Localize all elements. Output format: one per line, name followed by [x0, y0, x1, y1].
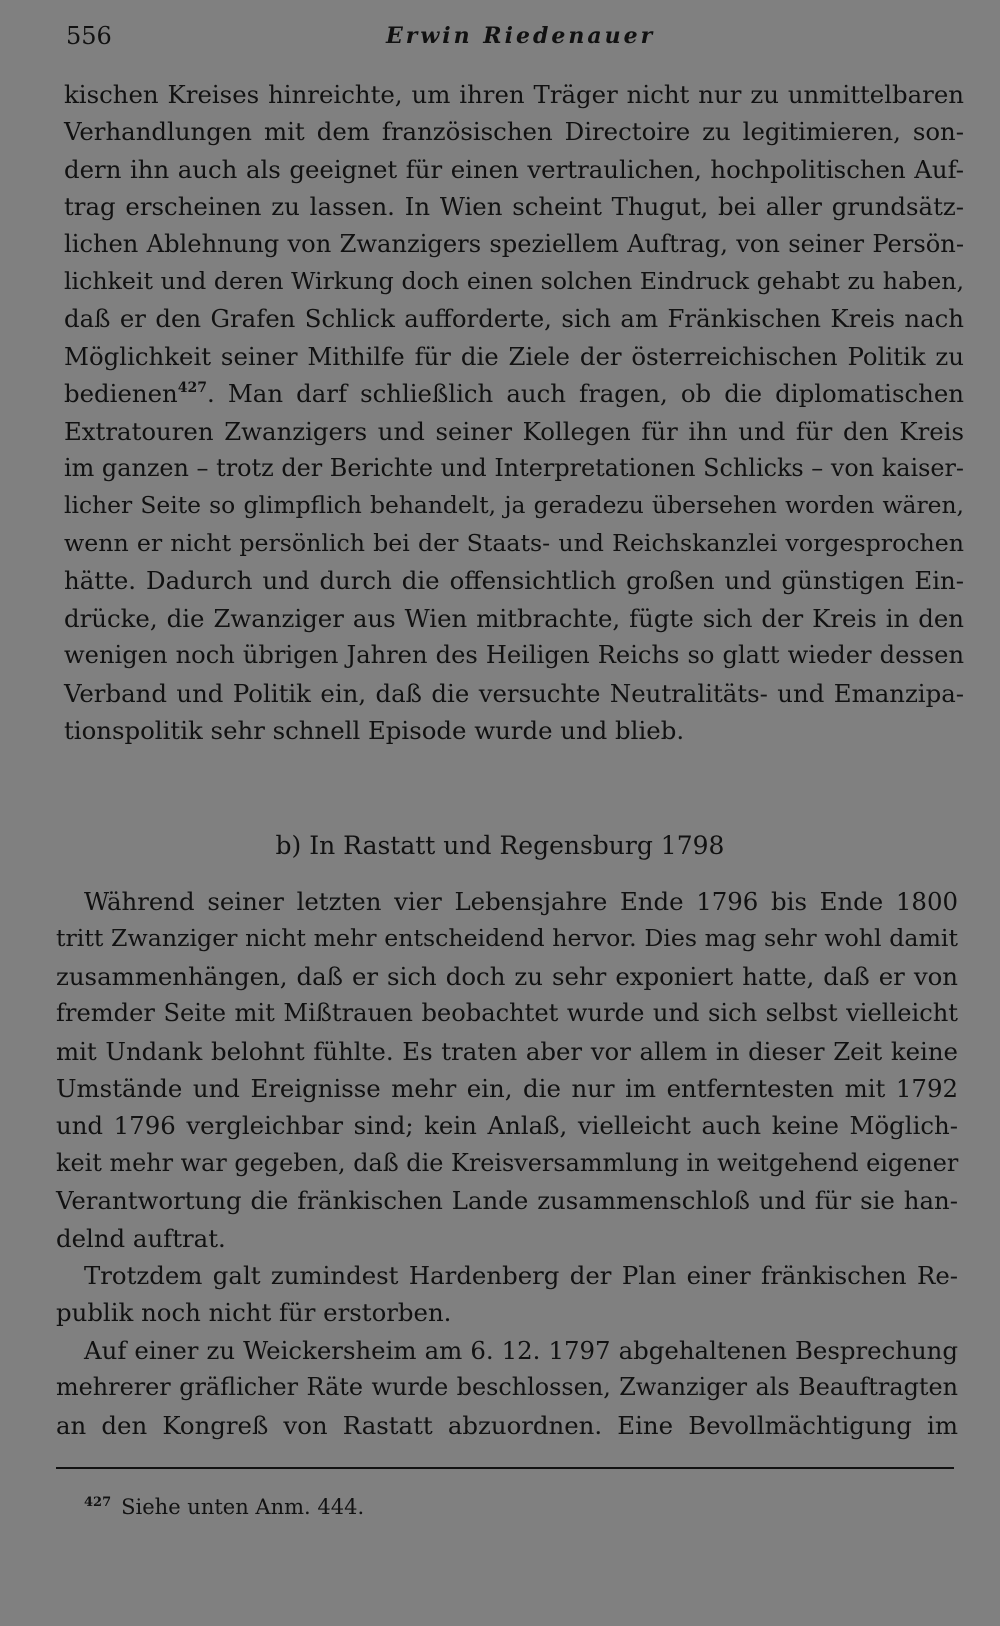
text-line: Auf einer zu Weickersheim am 6. 12. 1797 abgehaltenen Besprechung [84, 1335, 958, 1365]
text-line: wenn er nicht persönlich bei der Staats- und Reichskanzlei vorgesprochen [64, 528, 964, 557]
text-line: tritt Zwanziger nicht mehr entscheidend hervor. Dies mag sehr wohl damit [56, 924, 958, 953]
section-body [56, 883, 958, 1444]
text-line: lichen Ablehnung von Zwanzigers speziellem Auftrag, von seiner Persön- [64, 229, 964, 258]
text-line: dern ihn auch als geeignet für einen vertraulichen, hochpolitischen Auf- [64, 154, 964, 184]
footnote-number: 427 [84, 1495, 112, 1510]
section-heading: b) In Rastatt und Regensburg 1798 [275, 831, 725, 860]
text-line: Verband und Politik ein, daß die versuchte Neutralitäts- und Emanzipa- [64, 678, 964, 708]
text-line: tionspolitik sehr schnell Episode wurde und blieb. [64, 715, 685, 745]
page-header [66, 18, 966, 54]
text-line: Während seiner letzten vier Lebensjahre Ende 1796 bis Ende 1800 [84, 887, 958, 916]
text-line: delnd auftrat. [56, 1223, 226, 1253]
text-line: lichkeit und deren Wirkung doch einen solchen Eindruck gehabt zu haben, [64, 267, 964, 296]
text-line: kischen Kreises hinreichte, um ihren Träger nicht nur zu unmittelbaren [64, 80, 964, 109]
text-line: an den Kongreß von Rastatt abzuordnen. Eine Bevollmächtigung im [56, 1410, 958, 1440]
paragraph-continuation [64, 76, 964, 749]
text-line: zusammenhängen, daß er sich doch zu sehr exponiert hatte, daß er von [56, 961, 958, 991]
page-number: 556 [66, 22, 112, 50]
text-line: drücke, die Zwanziger aus Wien mitbrachte, fügte sich der Kreis in den [64, 603, 964, 633]
text-line: publik noch nicht für erstorben. [56, 1298, 452, 1328]
text-line: und 1796 vergleichbar sind; kein Anlaß, vielleicht auch keine Möglich- [56, 1111, 958, 1141]
text-line-with-footnote [64, 375, 964, 412]
text-line: licher Seite so glimpflich behandelt, ja geradezu übersehen worden wären, [64, 491, 964, 520]
text-line: hätte. Dadurch und durch die offensichtlich großen und günstigen Ein- [64, 566, 964, 596]
text-line: Umstände und Ereignisse mehr ein, die nur im entferntesten mit 1792 [56, 1074, 958, 1104]
text-line: im ganzen – trotz der Berichte und Interpretationen Schlicks – von kaiser- [64, 454, 964, 483]
text-line: trag erscheinen zu lassen. In Wien scheint Thugut, bei aller grundsätz- [64, 192, 964, 222]
text-line: fremder Seite mit Mißtrauen beobachtet wurde und sich selbst vielleicht [56, 999, 958, 1028]
footnote [84, 1488, 364, 1522]
text-line: Verhandlungen mit dem französischen Directoire zu legitimieren, son- [64, 117, 964, 147]
text-line: Extratouren Zwanzigers und seiner Kollegen für ihn und für den Kreis [64, 416, 964, 446]
text-line: wenigen noch übrigen Jahren des Heiligen Reichs so glatt wieder dessen [64, 641, 964, 670]
footnote-text: Siehe unten Anm. 444. [121, 1495, 365, 1519]
text-fragment: . Man darf schließlich auch fragen, ob die diplomatischen [206, 379, 964, 409]
text-line: daß er den Grafen Schlick aufforderte, sich am Fränkischen Kreis nach [64, 304, 964, 334]
text-line: mit Undank belohnt fühlte. Es traten aber vor allem in dieser Zeit keine [56, 1036, 958, 1066]
text-line: keit mehr war gegeben, daß die Kreisversammlung in weitgehend eigener [56, 1148, 959, 1177]
running-head: Erwin Riedenauer [386, 23, 656, 49]
text-line: Verantwortung die fränkischen Lande zusammenschloß und für sie han- [56, 1186, 958, 1216]
footnote-divider [56, 1467, 954, 1469]
text-fragment: bedienen [64, 379, 178, 409]
text-line: mehrerer gräflicher Räte wurde beschlossen, Zwanziger als Beauftragten [56, 1373, 958, 1402]
text-line: Trotzdem galt zumindest Hardenberg der Plan einer fränkischen Re- [84, 1261, 958, 1291]
footnote-reference: 427 [177, 380, 207, 397]
text-line: Möglichkeit seiner Mithilfe für die Ziele der österreichischen Politik zu [64, 341, 964, 371]
